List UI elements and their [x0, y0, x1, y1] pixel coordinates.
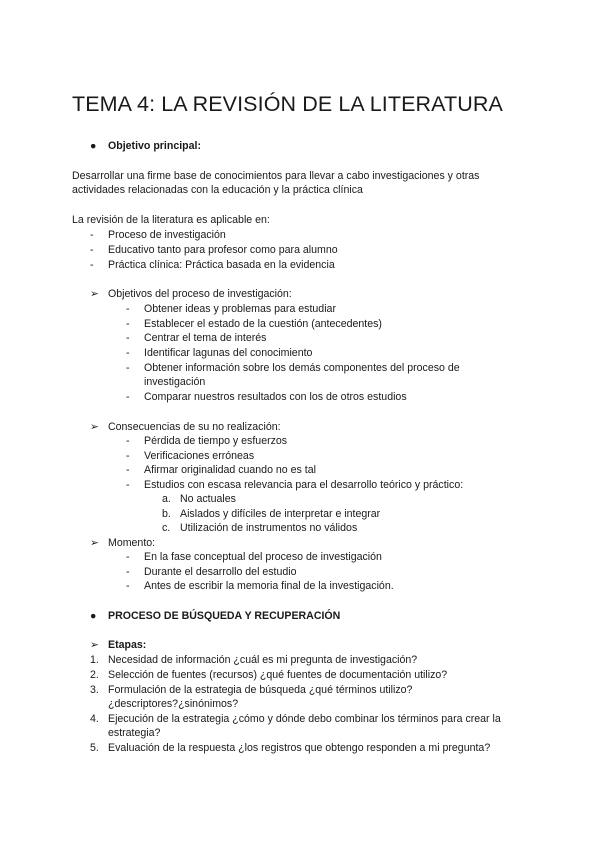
stage-item: Formulación de la estrategia de búsqueda ¿qué términos utilizo? [108, 684, 413, 696]
stage-item: Selección de fuentes (recursos) ¿qué fuentes de documentación utilizo? [108, 669, 448, 681]
dash-icon: - [126, 464, 130, 476]
dash-icon: - [126, 362, 130, 374]
dash-icon: - [126, 551, 130, 563]
list-item: Verificaciones erróneas [144, 450, 255, 462]
list-item: Estudios con escasa relevancia para el desarrollo teórico y práctico: [144, 479, 464, 491]
stage-item: Necesidad de información ¿cuál es mi pregunta de investigación? [108, 654, 418, 666]
section-heading-objective: Objetivo principal: [108, 140, 202, 152]
dash-icon: - [126, 435, 130, 447]
list-item: Establecer el estado de la cuestión (antecedentes) [144, 318, 382, 330]
list-item-continuation: investigación [144, 376, 206, 388]
list-marker: b. [162, 508, 171, 520]
stage-item: Evaluación de la respuesta ¿los registros que obtengo responden a mi pregunta? [108, 742, 491, 754]
stage-item-continuation: estrategia? [108, 727, 161, 739]
list-marker: 1. [90, 654, 99, 666]
section-heading: Consecuencias de su no realización: [108, 421, 281, 433]
sub-list-item: No actuales [180, 493, 236, 505]
dash-icon: - [126, 566, 130, 578]
dash-icon: - [126, 450, 130, 462]
section-heading: Momento: [108, 537, 156, 549]
list-marker: 3. [90, 684, 99, 696]
sub-list-item: Utilización de instrumentos no válidos [180, 522, 358, 534]
list-marker: 5. [90, 742, 99, 754]
dash-icon: - [90, 244, 94, 256]
dash-icon: - [126, 479, 130, 491]
list-item: Obtener ideas y problemas para estudiar [144, 303, 336, 315]
list-item: Pérdida de tiempo y esfuerzos [144, 435, 288, 447]
dash-icon: - [126, 332, 130, 344]
bullet-icon: ● [90, 140, 97, 152]
list-item: Proceso de investigación [108, 229, 226, 241]
dash-icon: - [126, 580, 130, 592]
bullet-icon: ● [90, 610, 97, 622]
list-item: Educativo tanto para profesor como para alumno [108, 244, 338, 256]
dash-icon: - [90, 229, 94, 241]
list-item: Antes de escribir la memoria final de la investigación. [144, 580, 394, 592]
paragraph-line: Desarrollar una firme base de conocimientos para llevar a cabo investigaciones y otras [72, 170, 480, 182]
sub-list-item: Aislados y difíciles de interpretar e integrar [180, 508, 381, 520]
arrow-icon: ➢ [90, 288, 99, 300]
arrow-icon: ➢ [90, 421, 99, 433]
stage-item: Ejecución de la estrategia ¿cómo y dónde debo combinar los términos para crear la [108, 713, 501, 725]
list-item: Práctica clínica: Práctica basada en la evidencia [108, 259, 335, 271]
dash-icon: - [126, 391, 130, 403]
list-item: Identificar lagunas del conocimiento [144, 347, 313, 359]
paragraph-line: La revisión de la literatura es aplicable en: [72, 214, 270, 226]
list-item: Durante el desarrollo del estudio [144, 566, 297, 578]
dash-icon: - [126, 303, 130, 315]
section-heading: Objetivos del proceso de investigación: [108, 288, 292, 300]
arrow-icon: ➢ [90, 639, 99, 651]
list-item: En la fase conceptual del proceso de investigación [144, 551, 382, 563]
paragraph-line: actividades relacionadas con la educación y la práctica clínica [72, 184, 363, 196]
list-marker: 4. [90, 713, 99, 725]
arrow-icon: ➢ [90, 537, 99, 549]
section-heading-search: PROCESO DE BÚSQUEDA Y RECUPERACIÓN [108, 610, 341, 622]
list-marker: a. [162, 493, 171, 505]
list-marker: 2. [90, 669, 99, 681]
dash-icon: - [126, 347, 130, 359]
list-item: Comparar nuestros resultados con los de otros estudios [144, 391, 407, 403]
list-item: Centrar el tema de interés [144, 332, 267, 344]
stages-heading: Etapas: [108, 639, 147, 651]
list-item: Afirmar originalidad cuando no es tal [144, 464, 316, 476]
dash-icon: - [126, 318, 130, 330]
dash-icon: - [90, 259, 94, 271]
stage-item-continuation: ¿descriptores?¿sinónimos? [108, 698, 239, 710]
list-marker: c. [162, 522, 171, 534]
list-item: Obtener información sobre los demás componentes del proceso de [144, 362, 460, 374]
page-title: TEMA 4: LA REVISIÓN DE LA LITERATURA [72, 92, 503, 116]
